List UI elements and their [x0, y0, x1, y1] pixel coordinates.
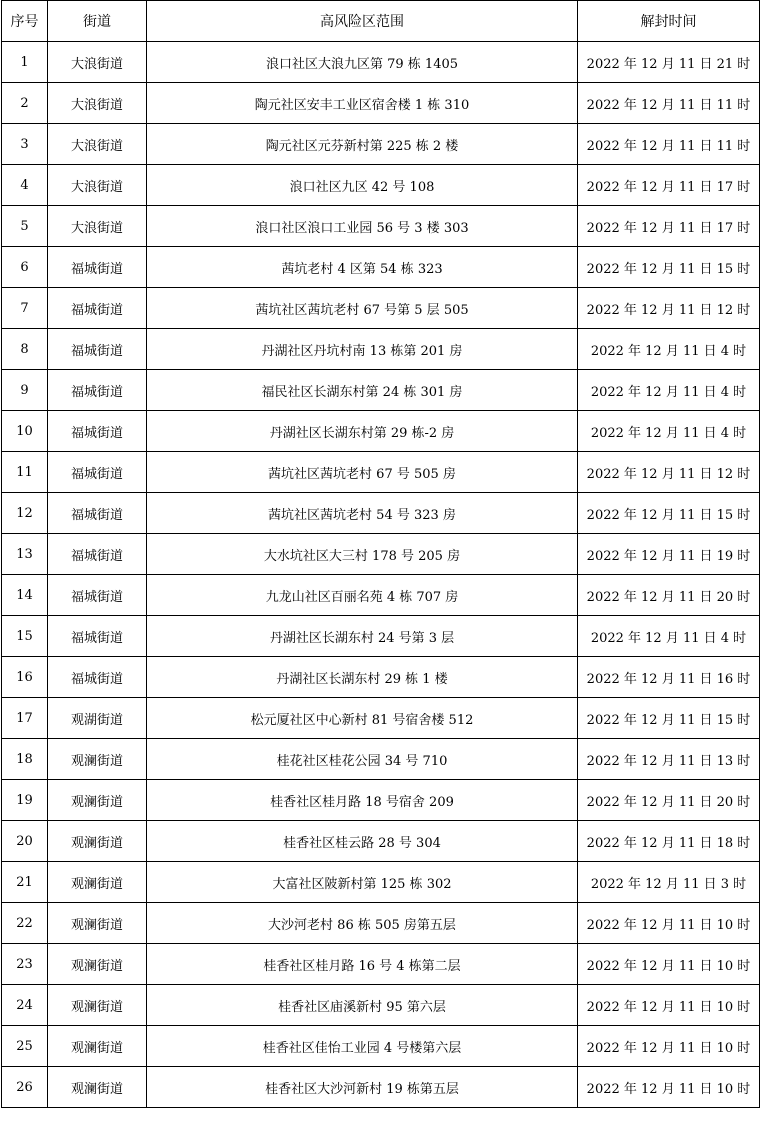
- row-index: 3: [2, 124, 48, 165]
- row-unlock-time: 2022 年 12 月 11 日 20 时: [578, 575, 760, 616]
- row-street: 观湖街道: [48, 698, 147, 739]
- row-index: 7: [2, 288, 48, 329]
- row-risk-area: 桂香社区庙溪新村 95 第六层: [147, 985, 578, 1026]
- row-unlock-time: 2022 年 12 月 11 日 11 时: [578, 83, 760, 124]
- table-row: [2, 206, 760, 247]
- row-risk-area: 丹湖社区长湖东村 24 号第 3 层: [147, 616, 578, 657]
- table-row: [2, 985, 760, 1026]
- row-street: 福城街道: [48, 370, 147, 411]
- row-risk-area: 茜坑社区茜坑老村 67 号第 5 层 505: [147, 288, 578, 329]
- row-index: 19: [2, 780, 48, 821]
- row-index: 10: [2, 411, 48, 452]
- row-risk-area: 浪口社区九区 42 号 108: [147, 165, 578, 206]
- header-unlock-time: 解封时间: [578, 1, 760, 42]
- row-street: 大浪街道: [48, 124, 147, 165]
- row-risk-area: 陶元社区安丰工业区宿舍楼 1 栋 310: [147, 83, 578, 124]
- row-unlock-time: 2022 年 12 月 11 日 10 时: [578, 903, 760, 944]
- row-risk-area: 桂香社区佳怡工业园 4 号楼第六层: [147, 1026, 578, 1067]
- row-street: 福城街道: [48, 534, 147, 575]
- table-row: [2, 370, 760, 411]
- row-index: 1: [2, 42, 48, 83]
- row-unlock-time: 2022 年 12 月 11 日 10 时: [578, 1067, 760, 1108]
- table-row: [2, 616, 760, 657]
- row-risk-area: 桂香社区桂月路 18 号宿舍 209: [147, 780, 578, 821]
- row-index: 18: [2, 739, 48, 780]
- row-unlock-time: 2022 年 12 月 11 日 15 时: [578, 493, 760, 534]
- header-street: 街道: [48, 1, 147, 42]
- row-street: 观澜街道: [48, 903, 147, 944]
- table-row: [2, 780, 760, 821]
- row-unlock-time: 2022 年 12 月 11 日 15 时: [578, 247, 760, 288]
- row-index: 6: [2, 247, 48, 288]
- row-index: 24: [2, 985, 48, 1026]
- row-unlock-time: 2022 年 12 月 11 日 18 时: [578, 821, 760, 862]
- row-unlock-time: 2022 年 12 月 11 日 10 时: [578, 985, 760, 1026]
- table-row: [2, 83, 760, 124]
- row-unlock-time: 2022 年 12 月 11 日 17 时: [578, 206, 760, 247]
- row-unlock-time: 2022 年 12 月 11 日 15 时: [578, 698, 760, 739]
- row-street: 福城街道: [48, 616, 147, 657]
- table-row: [2, 452, 760, 493]
- table-body: [2, 42, 760, 1108]
- row-risk-area: 大富社区陂新村第 125 栋 302: [147, 862, 578, 903]
- row-street: 观澜街道: [48, 985, 147, 1026]
- row-index: 22: [2, 903, 48, 944]
- row-unlock-time: 2022 年 12 月 11 日 10 时: [578, 944, 760, 985]
- row-unlock-time: 2022 年 12 月 11 日 4 时: [578, 370, 760, 411]
- row-risk-area: 九龙山社区百丽名苑 4 栋 707 房: [147, 575, 578, 616]
- row-risk-area: 丹湖社区长湖东村 29 栋 1 楼: [147, 657, 578, 698]
- row-index: 9: [2, 370, 48, 411]
- table-row: [2, 903, 760, 944]
- row-risk-area: 茜坑社区茜坑老村 54 号 323 房: [147, 493, 578, 534]
- row-unlock-time: 2022 年 12 月 11 日 16 时: [578, 657, 760, 698]
- row-street: 观澜街道: [48, 1067, 147, 1108]
- header-risk-area: 高风险区范围: [147, 1, 578, 42]
- table-row: [2, 575, 760, 616]
- row-unlock-time: 2022 年 12 月 11 日 13 时: [578, 739, 760, 780]
- row-index: 20: [2, 821, 48, 862]
- table-row: [2, 247, 760, 288]
- row-index: 2: [2, 83, 48, 124]
- row-unlock-time: 2022 年 12 月 11 日 21 时: [578, 42, 760, 83]
- row-risk-area: 大沙河老村 86 栋 505 房第五层: [147, 903, 578, 944]
- row-street: 福城街道: [48, 657, 147, 698]
- header-index: 序号: [2, 1, 48, 42]
- row-unlock-time: 2022 年 12 月 11 日 17 时: [578, 165, 760, 206]
- table-header-row: [2, 1, 760, 42]
- row-street: 观澜街道: [48, 944, 147, 985]
- high-risk-area-table: [1, 0, 760, 1108]
- table-row: [2, 534, 760, 575]
- table-row: [2, 739, 760, 780]
- row-street: 福城街道: [48, 247, 147, 288]
- row-risk-area: 桂香社区桂月路 16 号 4 栋第二层: [147, 944, 578, 985]
- row-risk-area: 松元厦社区中心新村 81 号宿舍楼 512: [147, 698, 578, 739]
- row-risk-area: 浪口社区浪口工业园 56 号 3 楼 303: [147, 206, 578, 247]
- row-street: 福城街道: [48, 411, 147, 452]
- table-row: [2, 493, 760, 534]
- row-index: 17: [2, 698, 48, 739]
- row-unlock-time: 2022 年 12 月 11 日 20 时: [578, 780, 760, 821]
- table-row: [2, 1067, 760, 1108]
- row-unlock-time: 2022 年 12 月 11 日 4 时: [578, 329, 760, 370]
- row-street: 观澜街道: [48, 862, 147, 903]
- row-street: 观澜街道: [48, 1026, 147, 1067]
- row-unlock-time: 2022 年 12 月 11 日 4 时: [578, 616, 760, 657]
- row-street: 福城街道: [48, 452, 147, 493]
- row-index: 23: [2, 944, 48, 985]
- row-risk-area: 茜坑社区茜坑老村 67 号 505 房: [147, 452, 578, 493]
- row-risk-area: 大水坑社区大三村 178 号 205 房: [147, 534, 578, 575]
- table-row: [2, 1026, 760, 1067]
- row-unlock-time: 2022 年 12 月 11 日 3 时: [578, 862, 760, 903]
- row-street: 大浪街道: [48, 206, 147, 247]
- row-index: 11: [2, 452, 48, 493]
- row-unlock-time: 2022 年 12 月 11 日 19 时: [578, 534, 760, 575]
- row-unlock-time: 2022 年 12 月 11 日 10 时: [578, 1026, 760, 1067]
- row-risk-area: 桂香社区桂云路 28 号 304: [147, 821, 578, 862]
- row-index: 14: [2, 575, 48, 616]
- row-index: 16: [2, 657, 48, 698]
- row-street: 大浪街道: [48, 165, 147, 206]
- row-risk-area: 桂花社区桂花公园 34 号 710: [147, 739, 578, 780]
- row-index: 12: [2, 493, 48, 534]
- row-street: 观澜街道: [48, 821, 147, 862]
- row-index: 21: [2, 862, 48, 903]
- row-index: 13: [2, 534, 48, 575]
- row-risk-area: 桂香社区大沙河新村 19 栋第五层: [147, 1067, 578, 1108]
- row-street: 福城街道: [48, 575, 147, 616]
- table-row: [2, 862, 760, 903]
- table-row: [2, 288, 760, 329]
- row-index: 15: [2, 616, 48, 657]
- row-risk-area: 茜坑老村 4 区第 54 栋 323: [147, 247, 578, 288]
- row-risk-area: 福民社区长湖东村第 24 栋 301 房: [147, 370, 578, 411]
- table-row: [2, 124, 760, 165]
- row-unlock-time: 2022 年 12 月 11 日 11 时: [578, 124, 760, 165]
- table-row: [2, 698, 760, 739]
- row-risk-area: 丹湖社区长湖东村第 29 栋-2 房: [147, 411, 578, 452]
- row-street: 福城街道: [48, 329, 147, 370]
- row-street: 福城街道: [48, 493, 147, 534]
- row-street: 观澜街道: [48, 780, 147, 821]
- row-index: 8: [2, 329, 48, 370]
- row-risk-area: 丹湖社区丹坑村南 13 栋第 201 房: [147, 329, 578, 370]
- row-risk-area: 陶元社区元芬新村第 225 栋 2 楼: [147, 124, 578, 165]
- row-index: 5: [2, 206, 48, 247]
- table-row: [2, 42, 760, 83]
- row-street: 大浪街道: [48, 42, 147, 83]
- table-row: [2, 411, 760, 452]
- row-unlock-time: 2022 年 12 月 11 日 12 时: [578, 452, 760, 493]
- table-row: [2, 165, 760, 206]
- row-index: 26: [2, 1067, 48, 1108]
- row-index: 25: [2, 1026, 48, 1067]
- row-street: 观澜街道: [48, 739, 147, 780]
- row-index: 4: [2, 165, 48, 206]
- row-unlock-time: 2022 年 12 月 11 日 4 时: [578, 411, 760, 452]
- row-unlock-time: 2022 年 12 月 11 日 12 时: [578, 288, 760, 329]
- table-row: [2, 944, 760, 985]
- row-street: 福城街道: [48, 288, 147, 329]
- row-street: 大浪街道: [48, 83, 147, 124]
- row-risk-area: 浪口社区大浪九区第 79 栋 1405: [147, 42, 578, 83]
- table-row: [2, 329, 760, 370]
- table-row: [2, 657, 760, 698]
- table-row: [2, 821, 760, 862]
